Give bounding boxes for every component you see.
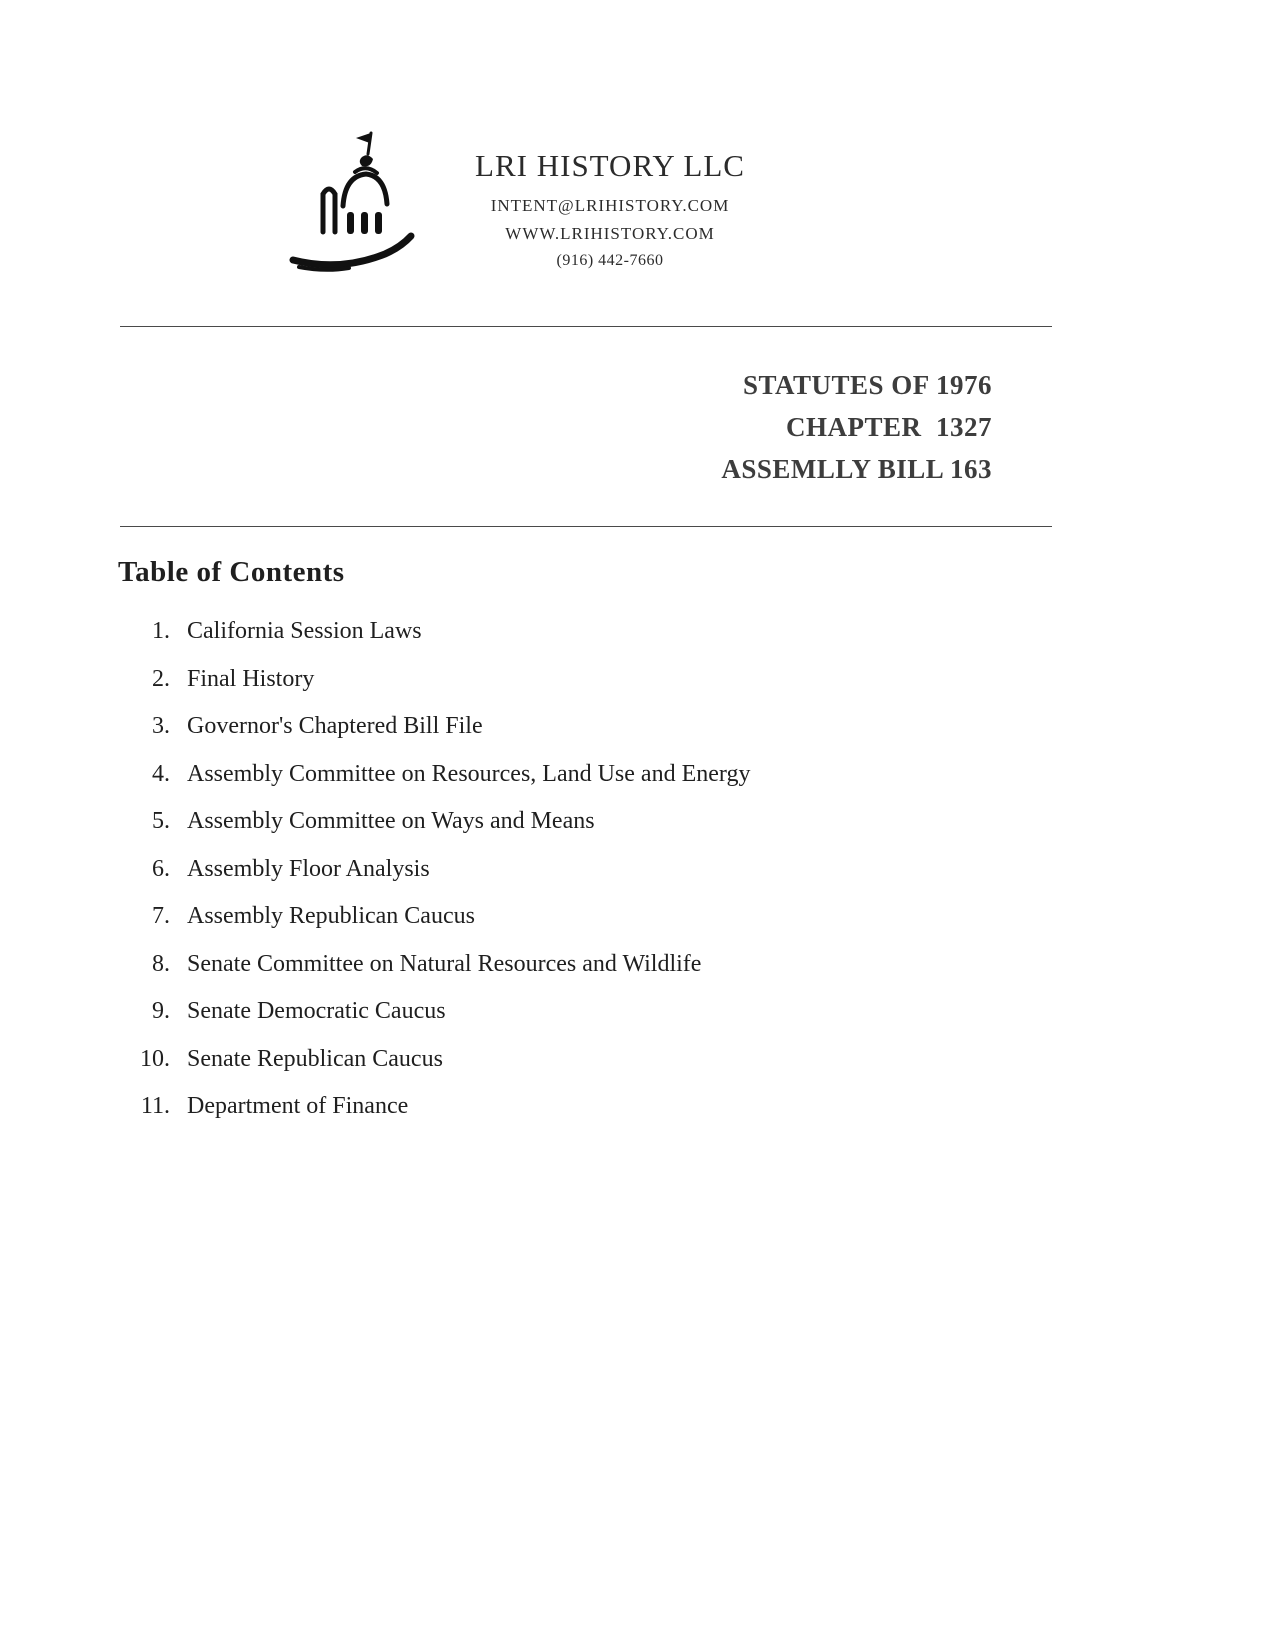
letterhead [440,148,780,270]
toc-item-label: Assembly Committee on Ways and Means [187,808,595,834]
toc-item [118,808,1018,856]
toc-item-number: 2. [152,665,170,692]
toc-item-label: Department of Finance [187,1093,409,1119]
toc-item [118,951,1018,999]
toc-item-number: 6. [152,855,170,882]
horizontal-rule-top [120,326,1052,327]
toc-item [118,903,1018,951]
toc-item-number: 3. [152,713,170,739]
company-website: WWW.LRIHISTORY.COM [505,224,715,243]
statute-title-block [721,364,992,490]
company-phone: (916) 442-7660 [556,252,664,269]
toc-item-label: Assembly Republican Caucus [187,903,475,929]
toc-item [118,1093,1018,1141]
toc-item [118,1046,1018,1094]
toc-list [118,618,1018,1141]
company-name: LRI HISTORY LLC [475,148,745,183]
toc-item [118,856,1018,904]
toc-item-number: 5. [152,808,170,834]
toc-item-label: Senate Democratic Caucus [187,998,446,1024]
toc-item [118,761,1018,809]
toc-item-number: 8. [152,950,170,977]
capitol-building-logo-icon [285,120,445,290]
chapter-line: CHAPTER 1327 [785,412,992,442]
toc-item [118,618,1018,666]
toc-item [118,713,1018,761]
company-email: INTENT@LRIHISTORY.COM [490,196,730,215]
toc-item-label: Senate Republican Caucus [187,1045,443,1072]
toc-item-label: Assembly Committee on Resources, Land Use and Energy [187,760,751,787]
toc-item [118,998,1018,1046]
assembly-bill-line: ASSEMLLY BILL 163 [721,454,992,484]
toc-item [118,666,1018,714]
toc-item-number: 4. [152,760,170,787]
toc-heading: Table of Contents [118,556,345,588]
toc-item-number: 7. [152,903,170,929]
toc-item-label: Assembly Floor Analysis [187,855,430,882]
toc-item-number: 10. [140,1045,170,1072]
toc-item-label: Governor's Chaptered Bill File [187,713,483,739]
statutes-year-line: STATUTES OF 1976 [742,370,992,400]
toc-item-number: 1. [152,618,170,644]
toc-item-label: Senate Committee on Natural Resources and Wildlife [187,950,702,977]
toc-item-number: 9. [152,998,170,1024]
toc-item-number: 11. [140,1093,170,1119]
horizontal-rule-bottom [120,526,1052,527]
toc-item-label: California Session Laws [187,618,422,644]
toc-item-label: Final History [187,665,315,692]
